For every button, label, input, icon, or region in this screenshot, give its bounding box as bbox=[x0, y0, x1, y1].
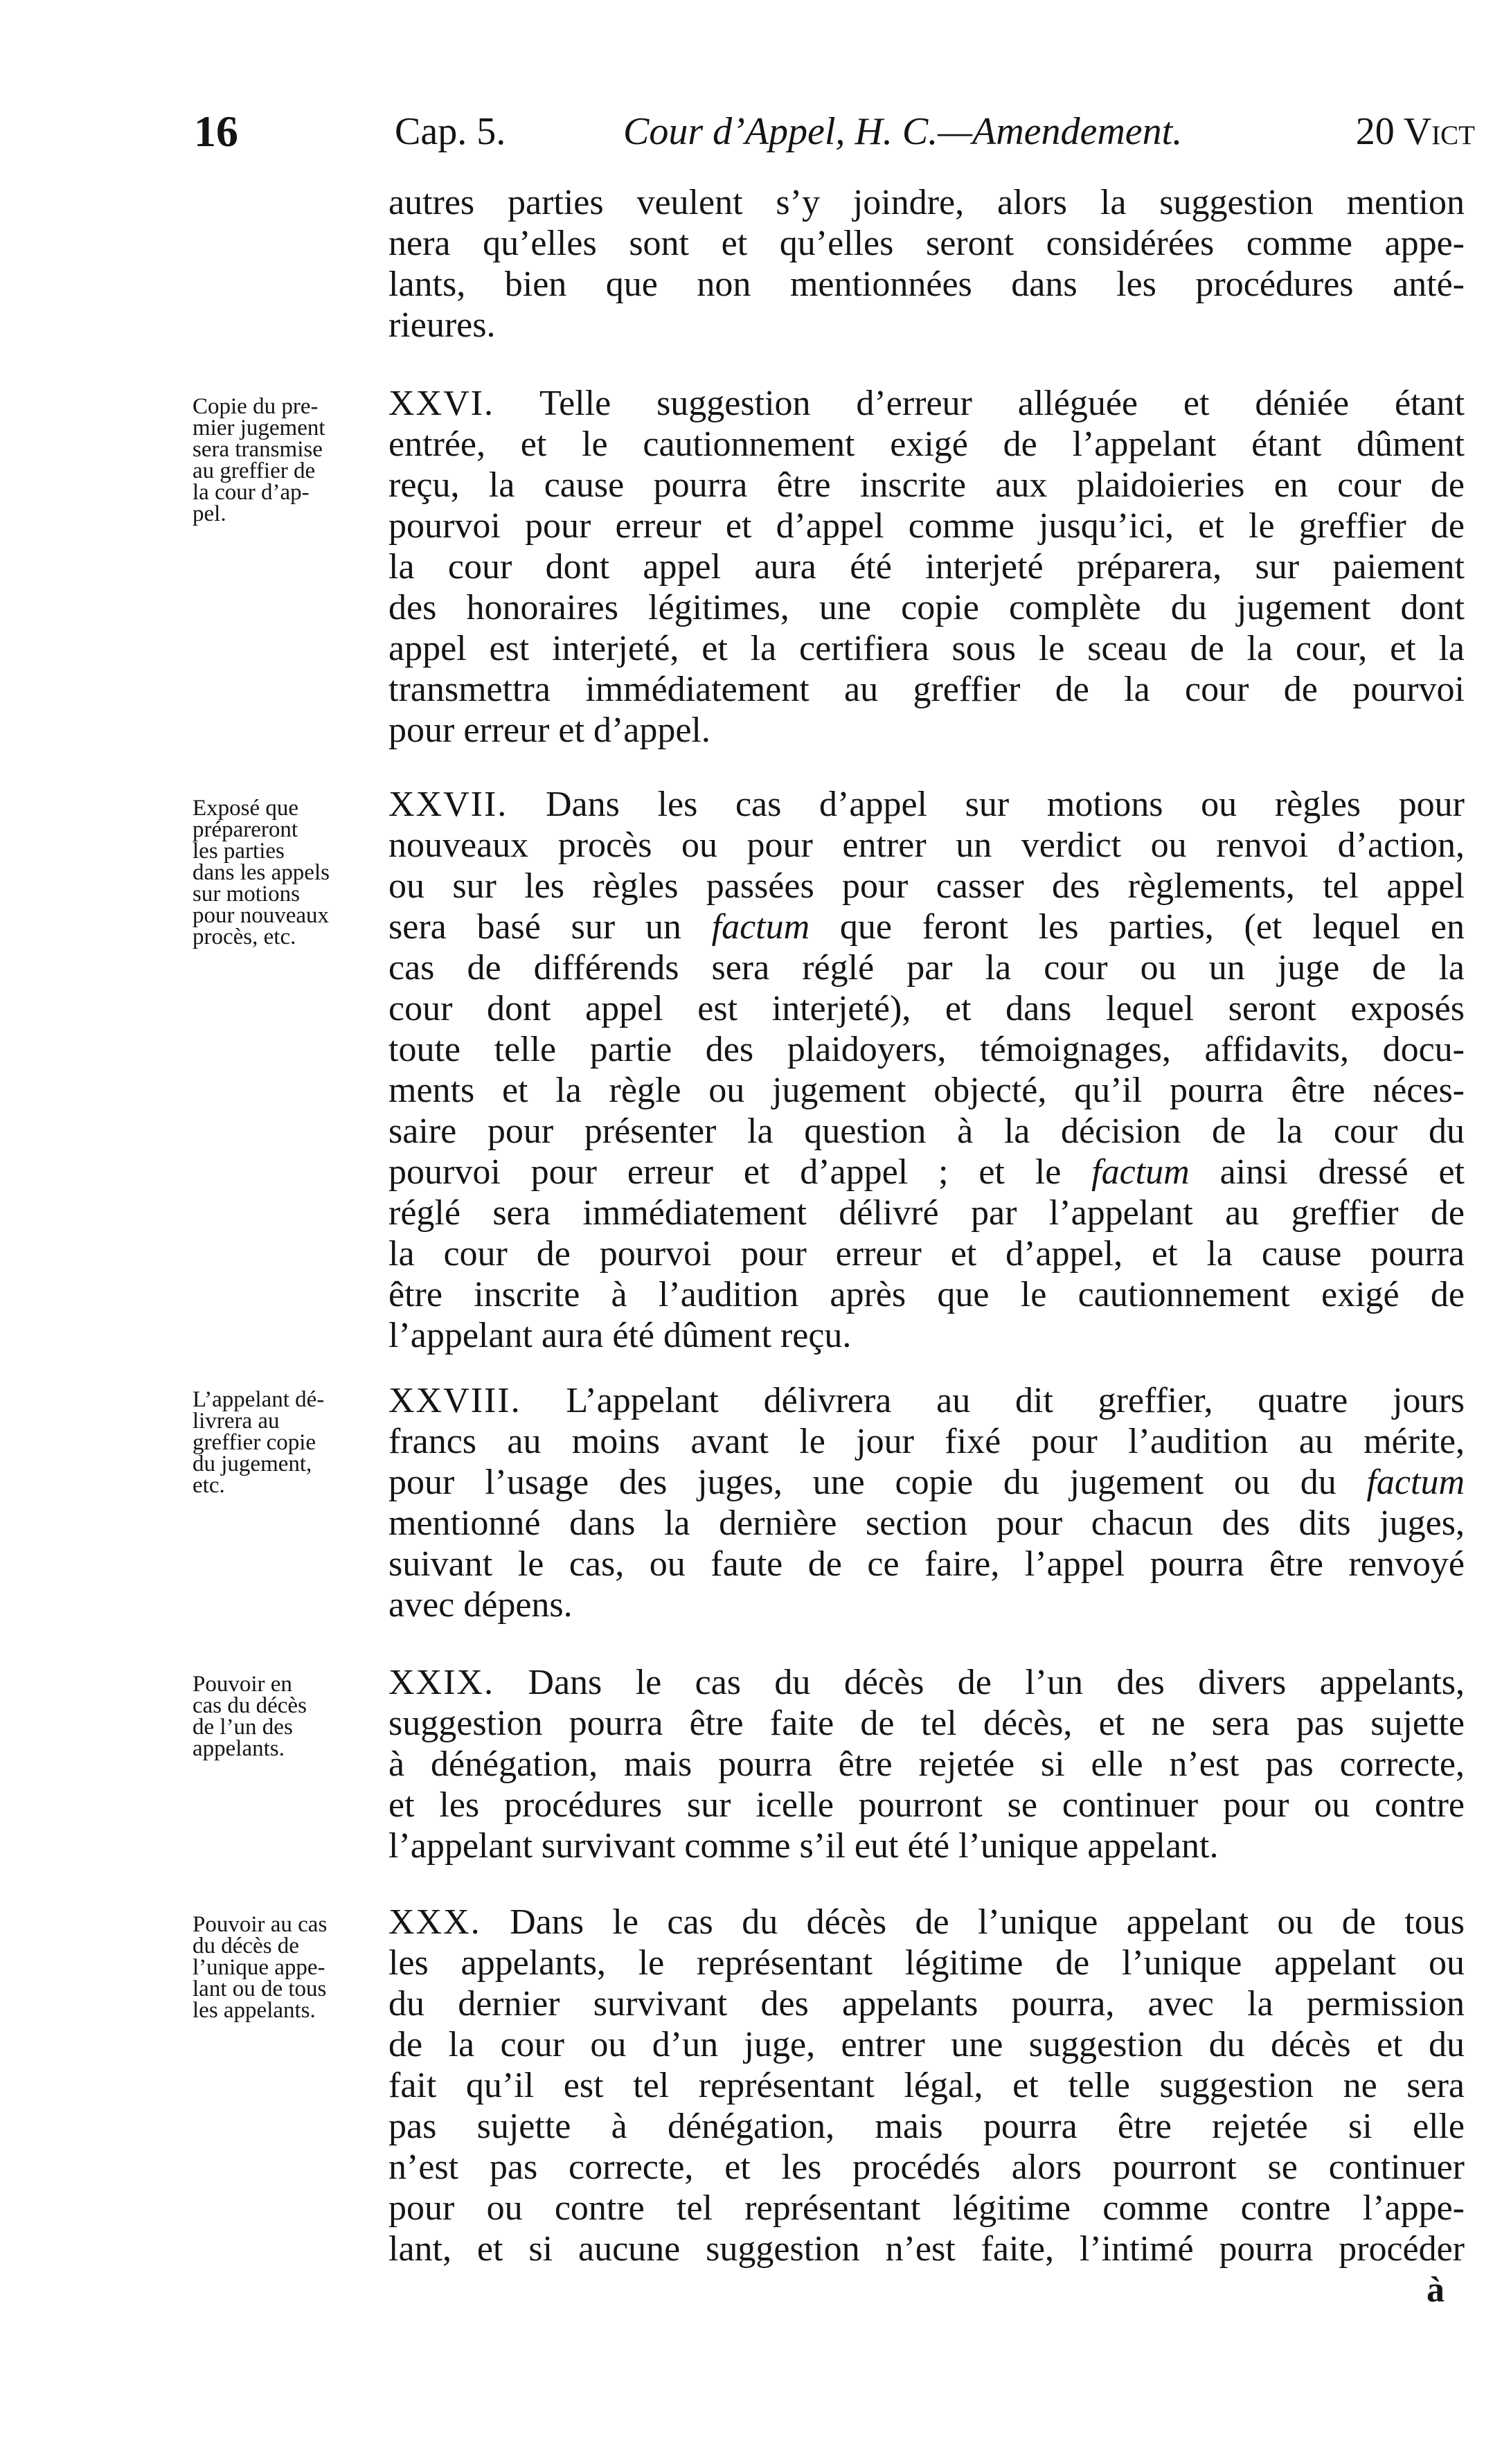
margin-note-line: etc. bbox=[193, 1473, 225, 1498]
text-line: lant, et si aucune suggestion n’est faite, l’intimé pourra procéder bbox=[388, 2229, 1465, 2269]
text-line: et les procédures sur icelle pourront se continuer pour ou contre bbox=[388, 1785, 1465, 1825]
text-line: reçu, la cause pourra être inscrite aux plaidoieries en cour de bbox=[388, 465, 1465, 505]
section-xxx bbox=[388, 1902, 1465, 2269]
text-line: appel est interjeté, et la certifiera sous le sceau de la cour, et la bbox=[388, 629, 1465, 668]
text-line: la cour de pourvoi pour erreur et d’appel, et la cause pourra bbox=[388, 1234, 1465, 1274]
text-line bbox=[388, 1662, 1465, 1703]
margin-note-line: Copie du pre- bbox=[193, 394, 319, 419]
text-line bbox=[388, 383, 1465, 424]
text-line: cas de différends sera réglé par la cour ou un juge de la bbox=[388, 948, 1465, 988]
text-line: ou sur les règles passées pour casser des règlements, tel appel bbox=[388, 866, 1465, 906]
text-line: les appelants, le représentant légitime de l’unique appelant ou bbox=[388, 1943, 1465, 1983]
margin-note-line: sur motions bbox=[193, 882, 300, 907]
text-line: suivant le cas, ou faute de ce faire, l’appel pourra être renvoyé bbox=[388, 1544, 1465, 1584]
text-line: nouveaux procès ou pour entrer un verdict ou renvoi d’action, bbox=[388, 825, 1465, 865]
margin-note-line: la cour d’ap- bbox=[193, 480, 310, 505]
text-line: l’appelant survivant comme s’il eut été l’unique appelant. bbox=[388, 1826, 1219, 1866]
section-xxix bbox=[388, 1662, 1465, 1866]
section-xxvii bbox=[388, 784, 1465, 1356]
text-line: cour dont appel est interjeté), et dans lequel seront exposés bbox=[388, 989, 1465, 1028]
text-line: transmettra immédiatement au greffier de la cour de pourvoi bbox=[388, 670, 1465, 709]
margin-note-xxvii bbox=[193, 798, 379, 948]
text-line: autres parties veulent s’y joindre, alors la suggestion mention bbox=[388, 183, 1465, 222]
text-line: mentionné dans la dernière section pour chacun des dits juges, bbox=[388, 1503, 1465, 1543]
text-line: pourvoi pour erreur et d’appel comme jusqu’ici, et le greffier de bbox=[388, 506, 1465, 546]
text-line: être inscrite à l’audition après que le cautionnement exigé de bbox=[388, 1275, 1465, 1314]
margin-note-line: dans les appels bbox=[193, 860, 330, 885]
margin-note-line: lant ou de tous bbox=[193, 1976, 327, 2001]
section-continuation bbox=[388, 182, 1465, 346]
text-run: Dans les cas d’appel sur motions ou règles pour bbox=[545, 785, 1465, 824]
italic-term: factum bbox=[1091, 1152, 1190, 1192]
italic-term: factum bbox=[1366, 1463, 1465, 1502]
regnal-year: 20 Vict bbox=[1355, 110, 1475, 153]
margin-note-line: prépareront bbox=[193, 817, 298, 842]
text-line: n’est pas correcte, et les procédés alors pourront se continuer bbox=[388, 2148, 1465, 2187]
section-number: XXVII. bbox=[388, 785, 508, 824]
section-xxviii bbox=[388, 1380, 1465, 1625]
page-number: 16 bbox=[194, 107, 238, 156]
margin-note-line: procès, etc. bbox=[193, 925, 296, 949]
margin-note-line: pel. bbox=[193, 501, 226, 526]
text-line bbox=[388, 1902, 1465, 1943]
text-line: à dénégation, mais pourra être rejetée si elle n’est pas correcte, bbox=[388, 1744, 1465, 1784]
margin-note-line: l’unique appe- bbox=[193, 1955, 325, 1980]
margin-note-line: appelants. bbox=[193, 1736, 285, 1761]
margin-note-line: les parties bbox=[193, 839, 285, 864]
text-line: avec dépens. bbox=[388, 1585, 573, 1625]
text-line: du dernier survivant des appelants pourra, avec la permission bbox=[388, 1984, 1465, 2024]
italic-term: factum bbox=[711, 907, 810, 947]
margin-note-line: sera transmise bbox=[193, 437, 323, 462]
text-line: rieures. bbox=[388, 305, 496, 345]
text-line bbox=[388, 1380, 1465, 1421]
running-header bbox=[194, 104, 1475, 159]
section-number: XXX. bbox=[388, 1902, 481, 1942]
margin-note-line: les appelants. bbox=[193, 1998, 316, 2023]
text-line: ments et la règle ou jugement objecté, qu’il pourra être néces- bbox=[388, 1071, 1465, 1110]
text-line: lants, bien que non mentionnées dans les procédures anté- bbox=[388, 265, 1465, 304]
text-line: pour l’usage des juges, une copie du jugement ou du factum bbox=[388, 1463, 1465, 1502]
text-line: francs au moins avant le jour fixé pour l’audition au mérite, bbox=[388, 1422, 1465, 1461]
margin-note-line: pour nouveaux bbox=[193, 903, 330, 928]
text-run: Telle suggestion d’erreur alléguée et déniée étant bbox=[539, 384, 1465, 423]
margin-note-xxix bbox=[193, 1674, 379, 1760]
margin-note-xxx bbox=[193, 1914, 379, 2021]
section-number: XXVIII. bbox=[388, 1381, 521, 1420]
text-line: toute telle partie des plaidoyers, témoignages, affidavits, docu- bbox=[388, 1030, 1465, 1069]
margin-note-line: greffier copie bbox=[193, 1430, 316, 1455]
margin-note-line: livrera au bbox=[193, 1409, 280, 1434]
text-line: saire pour présenter la question à la décision de la cour du bbox=[388, 1112, 1465, 1151]
text-line: pour ou contre tel représentant légitime comme contre l’appe- bbox=[388, 2188, 1465, 2228]
margin-note-line: cas du décès bbox=[193, 1693, 307, 1718]
catchword: à bbox=[1427, 2270, 1445, 2310]
text-line: entrée, et le cautionnement exigé de l’appelant étant dûment bbox=[388, 425, 1465, 464]
margin-note-line: au greffier de bbox=[193, 458, 316, 483]
text-line: l’appelant aura été dûment reçu. bbox=[388, 1316, 852, 1355]
text-line: suggestion pourra être faite de tel décès, et ne sera pas sujette bbox=[388, 1704, 1465, 1743]
margin-note-line: Pouvoir en bbox=[193, 1672, 292, 1697]
text-run: Dans le cas du décès de l’un des divers appelants, bbox=[528, 1663, 1465, 1702]
margin-note-line: du jugement, bbox=[193, 1452, 312, 1476]
text-line: la cour dont appel aura été interjeté préparera, sur paiement bbox=[388, 547, 1465, 587]
margin-note-line: L’appelant dé- bbox=[193, 1387, 325, 1412]
margin-note-line: mier jugement bbox=[193, 416, 325, 440]
text-line: fait qu’il est tel représentant légal, et telle suggestion ne sera bbox=[388, 2066, 1465, 2105]
section-xxvi bbox=[388, 383, 1465, 751]
text-line: nera qu’elles sont et qu’elles seront considérées comme appe- bbox=[388, 224, 1465, 263]
section-number: XXIX. bbox=[388, 1663, 494, 1702]
margin-note-line: Exposé que bbox=[193, 796, 299, 821]
text-line: pour erreur et d’appel. bbox=[388, 711, 710, 750]
margin-note-line: Pouvoir au cas bbox=[193, 1912, 328, 1937]
margin-note-line: du décès de bbox=[193, 1934, 299, 1958]
act-title: Cour d’Appel, H. C.—Amendement. bbox=[623, 110, 1183, 153]
margin-note-xxvi bbox=[193, 396, 379, 525]
text-line: des honoraires légitimes, une copie complète du jugement dont bbox=[388, 588, 1465, 627]
margin-note-line: de l’un des bbox=[193, 1715, 293, 1740]
text-run: L’appelant délivrera au dit greffier, quatre jours bbox=[566, 1381, 1465, 1420]
text-line: sera basé sur un factum que feront les parties, (et lequel en bbox=[388, 907, 1465, 947]
margin-note-xxviii bbox=[193, 1389, 379, 1497]
text-line: pourvoi pour erreur et d’appel ; et le factum ainsi dressé et bbox=[388, 1152, 1465, 1192]
text-run: Dans le cas du décès de l’unique appelant ou de tous bbox=[510, 1902, 1465, 1942]
chapter-label: Cap. 5. bbox=[395, 110, 506, 153]
text-line: pas sujette à dénégation, mais pourra être rejetée si elle bbox=[388, 2107, 1465, 2146]
text-line: de la cour ou d’un juge, entrer une suggestion du décès et du bbox=[388, 2025, 1465, 2064]
text-line bbox=[388, 784, 1465, 825]
section-number: XXVI. bbox=[388, 384, 494, 423]
text-line: réglé sera immédiatement délivré par l’appelant au greffier de bbox=[388, 1193, 1465, 1233]
